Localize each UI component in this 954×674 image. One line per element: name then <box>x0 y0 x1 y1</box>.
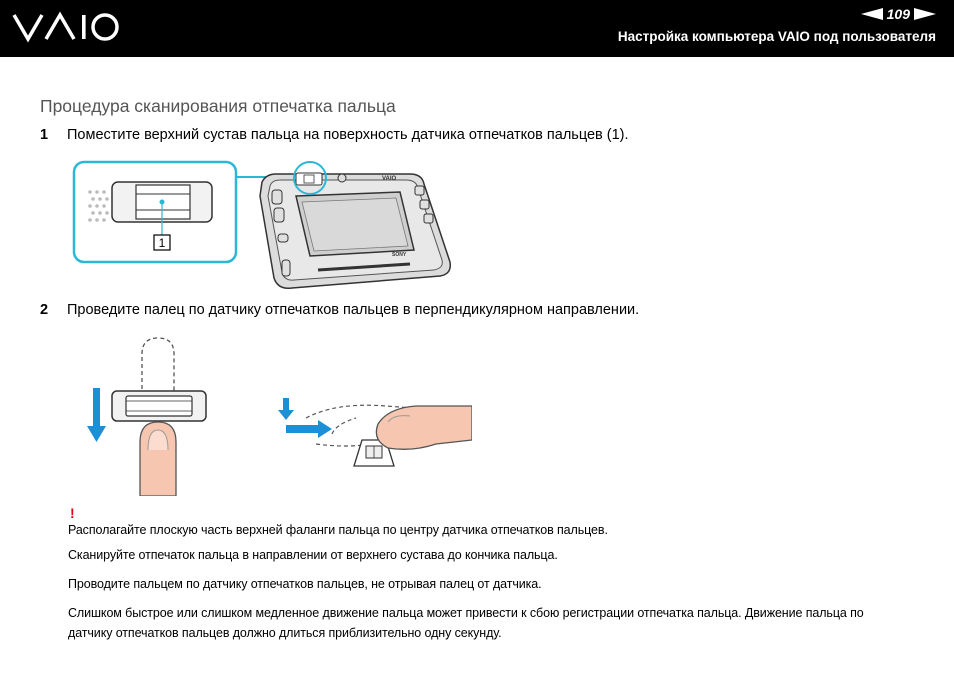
finger-start-outline <box>142 338 174 396</box>
header-title: Настройка компьютера VAIO под пользователя <box>617 29 936 44</box>
down-arrow-icon <box>87 426 106 442</box>
down-arrow-icon <box>278 410 294 420</box>
side-swipe-illustration <box>276 394 472 474</box>
page-navigation <box>861 6 936 22</box>
previous-page-arrow-icon[interactable] <box>861 8 883 20</box>
warning-note: Проводите пальцем по датчику отпечатков пальцев, не отрывая палец от датчика. <box>68 577 542 591</box>
device-brand: VAIO <box>382 176 397 182</box>
warning-note: Слишком быстрое или слишком медленное движение пальца может привести к сбою регистрации отпечатка пальца. Движение пальца по датчику отпечатков пальцев должно длиться приблизительно одну секунду. <box>68 606 864 640</box>
warning-note: Располагайте плоскую часть верхней фаланги пальца по центру датчика отпечатков пальцев. <box>68 523 608 537</box>
finger-icon <box>376 406 472 449</box>
device-vendor: SONY <box>392 252 407 258</box>
callout-label: 1 <box>158 236 166 250</box>
fingerprint-sensor-location-illustration <box>70 152 470 300</box>
step-text: Проведите палец по датчику отпечатков пальцев в перпендикулярном направлении. <box>67 302 640 318</box>
vaio-logo <box>12 11 120 43</box>
next-page-arrow-icon[interactable] <box>914 8 936 20</box>
step-number: 2 <box>40 302 49 318</box>
step-number: 1 <box>40 127 49 143</box>
camera-icon <box>338 174 346 182</box>
section-title: Процедура сканирования отпечатка пальца <box>40 96 396 116</box>
warning-note: Сканируйте отпечаток пальца в направлении от верхнего сустава до кончика пальца. <box>68 548 558 562</box>
vertical-swipe-illustration <box>84 334 224 496</box>
right-arrow-icon <box>318 420 332 438</box>
page-number: 109 <box>886 6 910 22</box>
vaio-ump-device <box>260 173 450 288</box>
step-1 <box>40 127 629 143</box>
step-2 <box>40 302 639 318</box>
warning-icon: ! <box>70 505 75 521</box>
step-text: Поместите верхний сустав пальца на поверхность датчика отпечатков пальцев (1). <box>67 127 629 143</box>
page-header <box>0 0 954 57</box>
